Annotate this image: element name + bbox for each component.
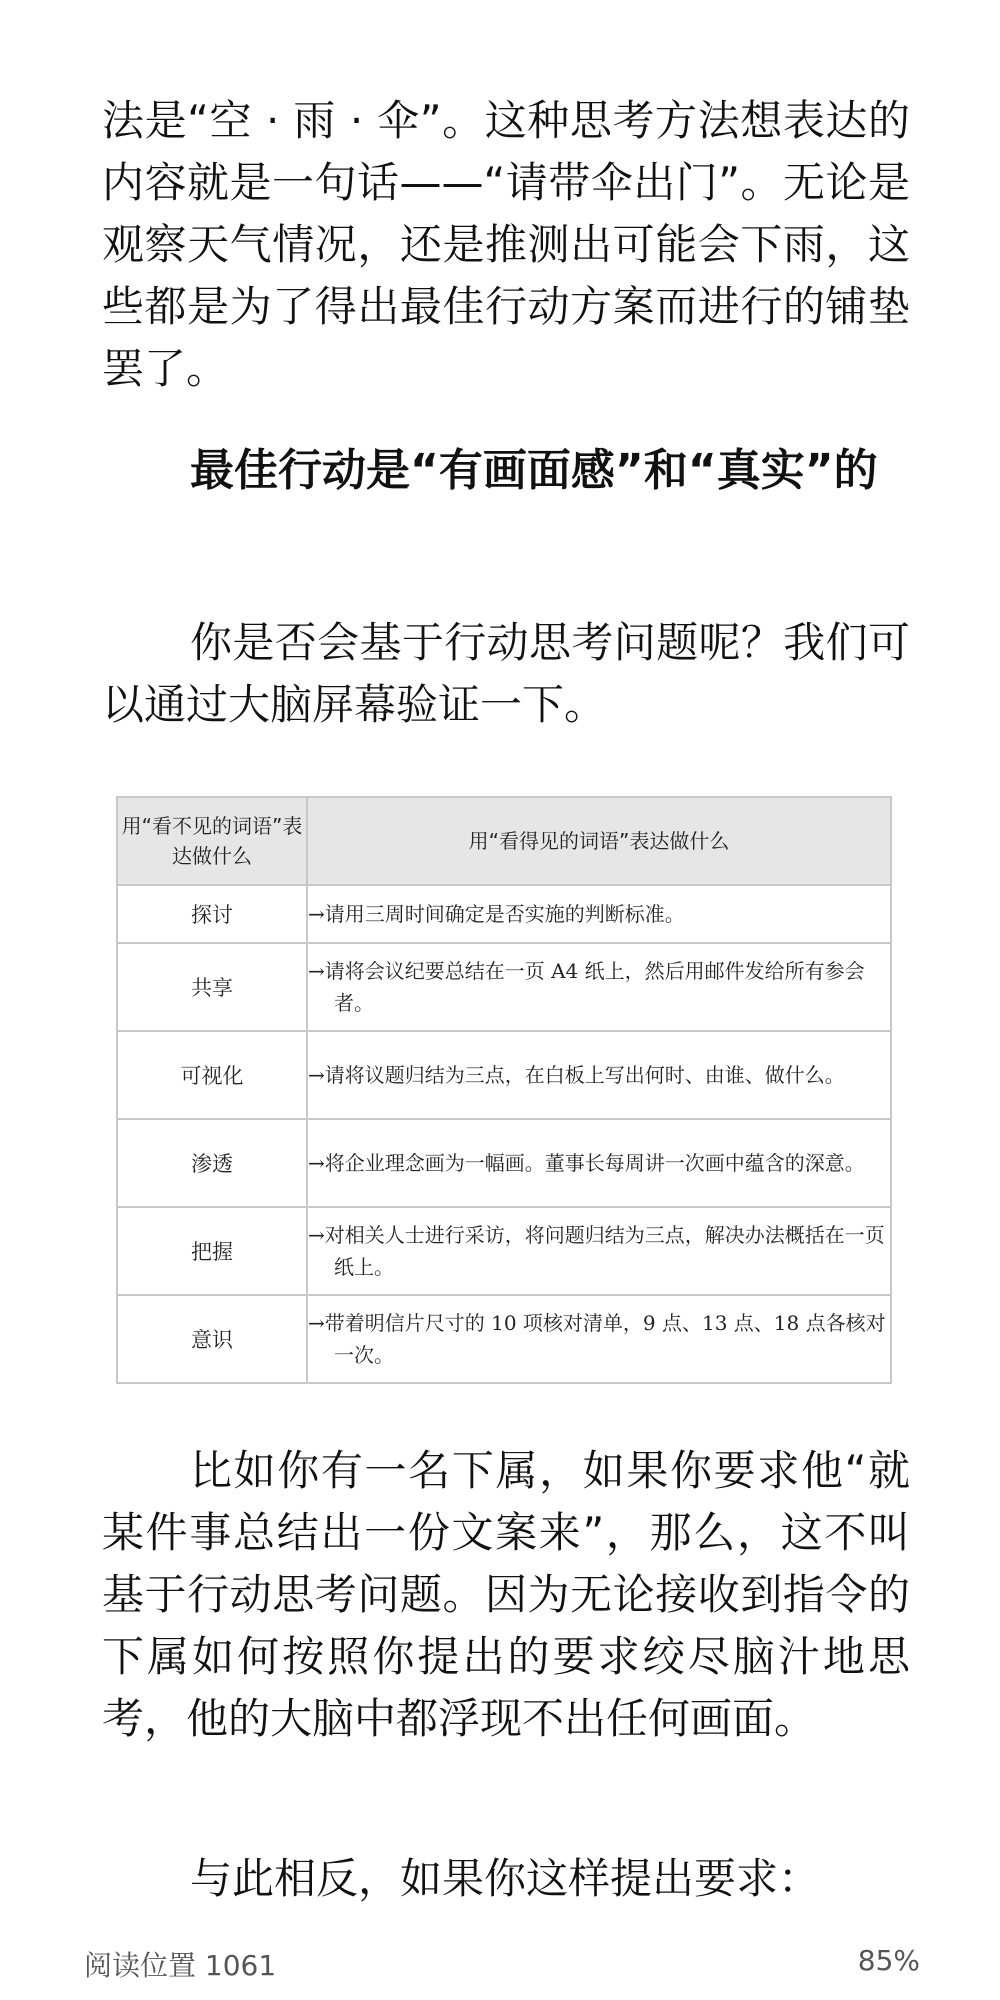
table-header-row (117, 797, 891, 885)
comparison-table (116, 796, 892, 1384)
row-term: 探讨 (117, 885, 307, 943)
invisible-vs-visible-words-table (116, 796, 892, 1384)
table-row (117, 1295, 891, 1383)
table-row (117, 1119, 891, 1207)
table-row (117, 885, 891, 943)
row-description: →请将议题归结为三点，在白板上写出何时、由谁、做什么。 (308, 1063, 845, 1087)
row-term: 意识 (117, 1295, 307, 1383)
body-paragraph: 与此相反，如果你这样提出要求： (190, 1854, 821, 1903)
header-invisible-words: 用“看不见的词语”表达做什么 (117, 797, 307, 885)
row-description: →请用三周时间确定是否实施的判断标准。 (308, 902, 685, 926)
body-paragraph: 你是否会基于行动思考问题呢？我们可以通过大脑屏幕验证一下。 (102, 618, 910, 729)
body-paragraph: 法是“空 · 雨 · 伞”。这种思考方法想表达的内容就是一句话——“请带伞出门”。无论是观察天气情况，还是推测出可能会下雨，这些都是为了得出最佳行动方案而进行的铺垫罢了。 (102, 96, 910, 393)
table-row (117, 943, 891, 1031)
row-description: →请将会议纪要总结在一页 A4 纸上，然后用邮件发给所有参会者。 (308, 959, 865, 1015)
table-row (117, 1031, 891, 1119)
row-term: 共享 (117, 943, 307, 1031)
row-description: →对相关人士进行采访，将问题归结为三点，解决办法概括在一页纸上。 (308, 1223, 885, 1279)
row-description: →带着明信片尺寸的 10 项核对清单，9 点、13 点、18 点各核对一次。 (308, 1311, 886, 1367)
section-heading: 最佳行动是“有画面感”和“真实”的 (190, 445, 878, 496)
row-term: 把握 (117, 1207, 307, 1295)
reading-position-label: 阅读位置 1061 (84, 1949, 277, 1982)
table-row (117, 1207, 891, 1295)
row-term: 可视化 (117, 1031, 307, 1119)
row-description: →将企业理念画为一幅画。董事长每周讲一次画中蕴含的深意。 (308, 1151, 865, 1175)
body-paragraph: 比如你有一名下属，如果你要求他“就某件事总结出一份文案来”，那么，这不叫基于行动思考问题。因为无论接收到指令的下属如何按照你提出的要求绞尽脑汁地思考，他的大脑中都浮现不出任何画面。 (102, 1446, 910, 1743)
header-visible-words: 用“看得见的词语”表达做什么 (307, 797, 891, 885)
reading-progress-percent: 85% (857, 1944, 920, 1977)
row-term: 渗透 (117, 1119, 307, 1207)
